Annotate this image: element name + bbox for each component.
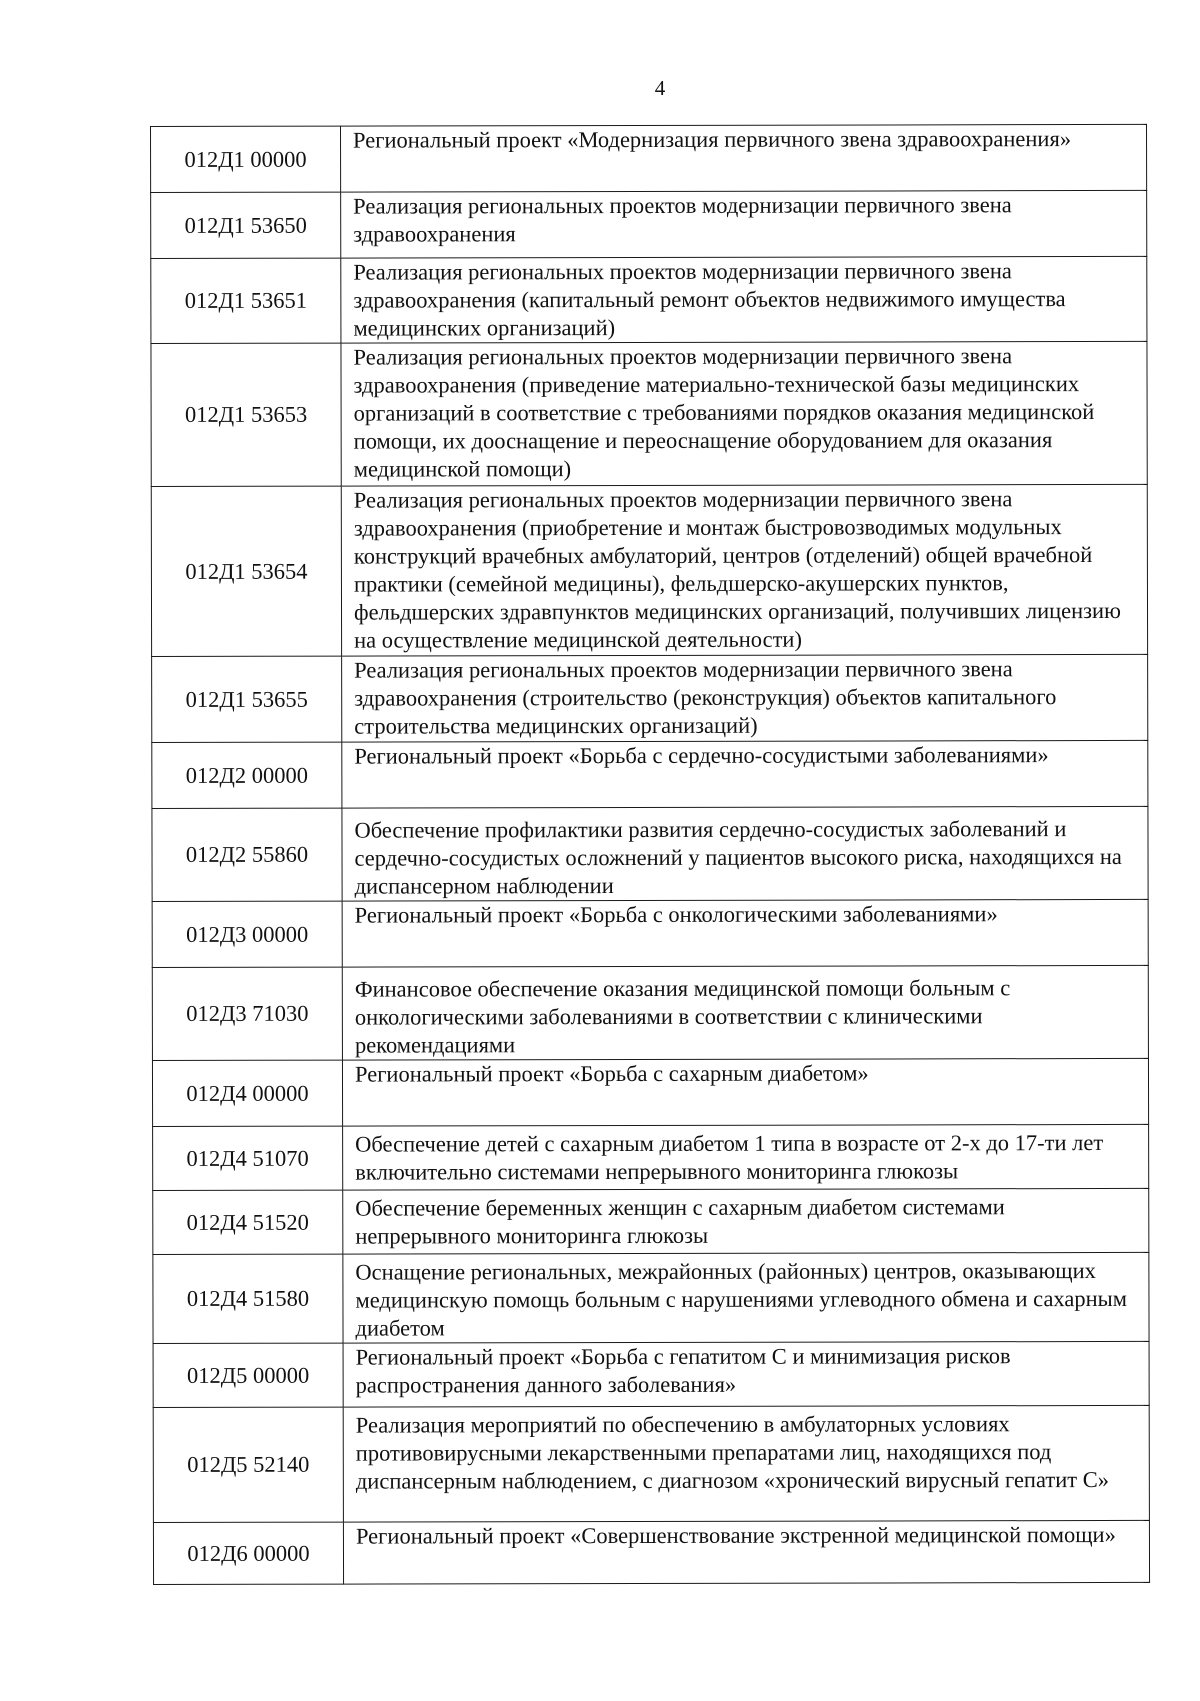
code-cell: 012Д3 00000 <box>152 901 342 967</box>
code-cell: 012Д1 53650 <box>151 192 341 258</box>
description-cell: Региональный проект «Совершенствование экстренной медицинской помощи» <box>343 1520 1149 1584</box>
code-cell: 012Д1 53654 <box>151 486 341 656</box>
code-cell: 012Д4 51580 <box>153 1254 343 1343</box>
description-cell: Региональный проект «Борьба с онкологическими заболеваниями» <box>342 899 1148 967</box>
description-cell: Оснащение региональных, межрайонных (районных) центров, оказывающих медицинскую помощь больным с нарушениями углеводного обмена и сахарным диабетом <box>343 1252 1149 1343</box>
table-row <box>151 484 1147 656</box>
code-cell: 012Д1 53651 <box>151 258 341 343</box>
description-cell: Реализация региональных проектов модернизации первичного звена здравоохранения (приобретение и монтаж быстровозводимых модульных конструкций врачебных амбулаторий, центров (отделений) общей врачебной практики (семейной медицины), фельдшерско-акушерских пунктов, фельдшерских здравпунктов медицинских организаций, получивших лицензию на осуществление медицинской деятельности) <box>341 484 1147 656</box>
code-cell: 012Д2 00000 <box>152 742 342 808</box>
table-row <box>151 124 1147 192</box>
table-row <box>153 1188 1149 1254</box>
table-row <box>152 899 1148 967</box>
code-cell: 012Д4 51070 <box>153 1126 343 1190</box>
table-row <box>152 965 1148 1060</box>
description-cell: Реализация региональных проектов модернизации первичного звена здравоохранения <box>341 190 1147 258</box>
table-row <box>153 1405 1149 1522</box>
code-cell: 012Д2 55860 <box>152 808 342 901</box>
description-cell: Обеспечение беременных женщин с сахарным диабетом системами непрерывного мониторинга глюкозы <box>343 1188 1149 1254</box>
description-cell: Обеспечение детей с сахарным диабетом 1 типа в возрасте от 2-х до 17-ти лет включительно системами непрерывного мониторинга глюкозы <box>343 1124 1149 1190</box>
description-cell: Региональный проект «Борьба с сердечно-сосудистыми заболеваниями» <box>342 740 1148 808</box>
table-row <box>151 341 1147 486</box>
table-row <box>152 654 1148 742</box>
code-cell: 012Д4 51520 <box>153 1190 343 1254</box>
code-cell: 012Д4 00000 <box>152 1060 342 1126</box>
table-row <box>151 256 1147 343</box>
description-cell: Обеспечение профилактики развития сердечно-сосудистых заболеваний и сердечно-сосудистых осложнений у пациентов высокого риска, находящихся на диспансерном наблюдении <box>342 806 1148 901</box>
description-cell: Реализация региональных проектов модернизации первичного звена здравоохранения (приведение материально-технической базы медицинских организаций в соответствие с требованиями порядков оказания медицинской помощи, их дооснащение и переоснащение оборудованием для оказания медицинской помощи) <box>341 341 1147 486</box>
table-row <box>151 190 1147 258</box>
code-cell: 012Д5 52140 <box>153 1407 343 1522</box>
table-row <box>153 1252 1149 1343</box>
table-row <box>153 1520 1149 1584</box>
table-row <box>152 806 1148 901</box>
table-row <box>153 1124 1149 1190</box>
page-number: 4 <box>654 76 666 100</box>
description-cell: Реализация региональных проектов модернизации первичного звена здравоохранения (строительство (реконструкция) объектов капитального строительства медицинских организаций) <box>342 654 1148 742</box>
code-cell: 012Д1 00000 <box>151 126 341 192</box>
code-cell: 012Д6 00000 <box>153 1522 343 1584</box>
description-cell: Реализация региональных проектов модернизации первичного звена здравоохранения (капитальный ремонт объектов недвижимого имущества медицинских организаций) <box>341 256 1147 343</box>
budget-code-table <box>150 124 1150 1585</box>
description-cell: Региональный проект «Модернизация первичного звена здравоохранения» <box>341 124 1147 192</box>
code-cell: 012Д1 53653 <box>151 343 341 486</box>
code-cell: 012Д1 53655 <box>152 656 342 742</box>
table-row <box>152 1058 1148 1126</box>
description-cell: Региональный проект «Борьба с гепатитом С и минимизация рисков распространения данного заболевания» <box>343 1341 1149 1407</box>
description-cell: Реализация мероприятий по обеспечению в амбулаторных условиях противовирусными лекарственными препаратами лиц, находящихся под диспансерным наблюдением, с диагнозом «хронический вирусный гепатит С» <box>343 1405 1149 1522</box>
description-cell: Финансовое обеспечение оказания медицинской помощи больным с онкологическими заболеваниями в соответствии с клиническими рекомендациями <box>342 965 1148 1060</box>
code-cell: 012Д5 00000 <box>153 1343 343 1407</box>
code-cell: 012Д3 71030 <box>152 967 342 1060</box>
table-row <box>152 740 1148 808</box>
table-row <box>153 1341 1149 1407</box>
description-cell: Региональный проект «Борьба с сахарным диабетом» <box>342 1058 1148 1126</box>
